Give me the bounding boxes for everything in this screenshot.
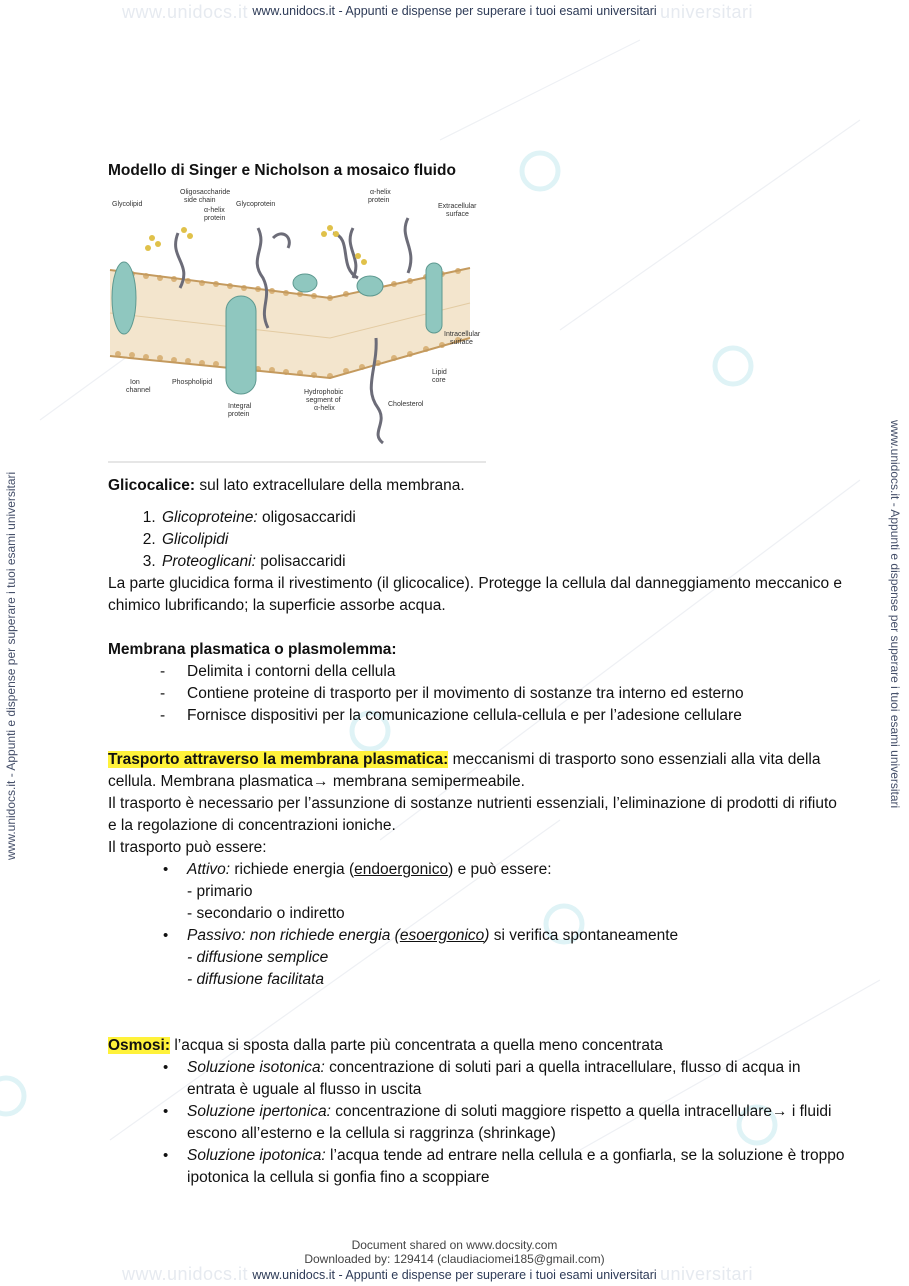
osmosi-label: Osmosi: [108,1037,171,1054]
document-body [108,160,848,1189]
glicocalice-paragraph: La parte glucidica forma il rivestimento (il glicocalice). Protegge la cellula dal danneggiamento meccanico e chimico lubrificando; la superficie assorbe acqua. [108,575,843,614]
label-cholesterol: Cholesterol [388,401,424,408]
glicocalice-label: Glicocalice: [108,477,196,494]
watermark-side-right: www.unidocs.it - Appunti e dispense per superare i tuoi esami universitari [888,420,902,809]
label-segment-of: segment of [306,397,341,404]
arrow-right-icon: → [313,773,329,790]
label-side-chain: side chain [184,197,216,204]
ipotonica-term: Soluzione ipotonica: [187,1147,326,1164]
trasporto-necessity: Il trasporto è necessario per l’assunzione di sostanze nutrienti essenziali, l’eliminazione di prodotti di rifiuto e la regolazione di concentrazioni ioniche. [108,795,837,834]
label-integral: Integral [228,403,252,410]
ipertonica-term: Soluzione ipertonica: [187,1103,331,1120]
membrana-label: Membrana plasmatica o plasmolemma: [108,641,397,658]
label-glycoprotein: Glycoprotein [236,201,276,208]
label-ahelix-3: α-helix [314,405,335,412]
watermark-side-left: www.unidocs.it - Appunti e dispense per superare i tuoi esami universitari [4,471,18,860]
list-item [160,507,848,529]
attivo-underlined: endoergonico [354,861,449,878]
attivo-text-b: ) e può essere: [448,861,552,878]
trasporto-text-b: membrana semipermeabile. [328,773,525,790]
list-item-passivo [163,925,848,991]
attivo-term: Attivo: [187,861,231,878]
label-intracellular-surface: surface [450,339,473,346]
list-item-term: Glicoproteine: [162,509,258,526]
list-item-text: polisaccaridi [255,553,346,570]
ipotonica-text: l’acqua tende ad entrare nella cellula e a gonfiarla, se la soluzione è troppo ipotonica la cellula si gonfia fino a scoppiare [187,1147,845,1186]
list-item-ipotonica [163,1145,848,1189]
list-item-isotonica [163,1057,848,1101]
list-item-term: Glicolipidi [162,531,229,548]
trasporto-text: meccanismi di trasporto sono essenziali alla vita della cellula. Membrana plasmatica [108,751,821,790]
list-item: - Contiene proteine di trasporto per il movimento di sostanze tra interno ed esterno [160,683,848,705]
label-protein-2: protein [368,197,390,204]
section-title-model: Modello di Singer e Nicholson a mosaico fluido [108,162,456,179]
trasporto-types-list [108,859,848,991]
footer-shared-stamp: Document shared on www.docsity.com [351,1238,558,1252]
label-glycolipid: Glycolipid [112,201,143,208]
label-integral-protein: protein [228,411,250,418]
isotonica-text: concentrazione di soluti pari a quella intracellulare, flusso di acqua in entrata è uguale al flusso in uscita [187,1059,801,1098]
trasporto-types-intro: Il trasporto può essere: [108,839,267,856]
passivo-underlined: esoergonico [399,927,485,944]
list-item: - Fornisce dispositivi per la comunicazione cellula-cellula e per l’adesione cellulare [160,705,848,727]
watermark-ghost-top-right: universitari [660,2,754,22]
isotonica-term: Soluzione isotonica: [187,1059,325,1076]
osmosi-intro [108,1035,848,1057]
passivo-text: si verifica spontaneamente [489,927,679,944]
list-item-ipertonica [163,1101,848,1145]
list-item [160,551,848,573]
watermark-ghost-top: www.unidocs.it [122,2,249,22]
label-ahelix-1: α-helix [204,207,225,214]
label-ahelix-2: α-helix [370,189,391,196]
ipertonica-text-b: i fluidi escono all’esterno e la cellula si raggrinza (shrinkage) [187,1103,832,1142]
watermark-bottom-banner: www.unidocs.it - Appunti e dispense per superare i tuoi esami universitari [252,1268,657,1282]
list-item: - Delimita i contorni della cellula [160,661,848,683]
passivo-paren: ) [484,927,490,944]
passivo-sub-semplice: - diffusione semplice [187,949,329,966]
trasporto-label: Trasporto attraverso la membrana plasmatica: [108,751,449,768]
passivo-term: Passivo: non richiede energia ( [187,927,400,944]
membrane-diagram [108,188,488,463]
list-item-text: oligosaccaridi [257,509,356,526]
label-intracellular: Intracellular [444,331,481,338]
glicocalice-intro [108,475,848,497]
label-phospholipid: Phospholipid [172,379,213,386]
label-extracellular-surface: surface [446,211,469,218]
attivo-text: richiede energia ( [230,861,355,878]
fluid-mosaic-illustration [108,188,488,463]
attivo-sub-secondario: - secondario o indiretto [187,905,345,922]
footer-downloaded-stamp: Downloaded by: 129414 (claudiaciomei185@gmail.com) [304,1252,605,1266]
osmosi-list [108,1057,848,1189]
watermark-ghost-bottom: www.unidocs.it [122,1264,249,1284]
trasporto-intro [108,749,848,793]
label-core: core [432,377,446,384]
label-ion: Ion [130,379,140,386]
list-item [160,529,848,551]
passivo-sub-facilitata: - diffusione facilitata [187,971,324,988]
label-extracellular: Extracellular [438,203,477,210]
label-protein-1: protein [204,215,226,222]
membrana-list [108,661,848,727]
attivo-sub-primario: - primario [187,883,253,900]
list-item-term: Proteoglicani: [162,553,256,570]
label-lipid: Lipid [432,369,447,376]
ipertonica-text: concentrazione di soluti maggiore rispetto a quella intracellulare [330,1103,773,1120]
label-oligosaccharide: Oligosaccharide [180,189,231,196]
label-hydrophobic: Hydrophobic [304,389,344,396]
list-item-attivo [163,859,848,925]
glicocalice-text: sul lato extracellulare della membrana. [195,477,465,494]
glicocalice-list [108,507,848,573]
label-channel: channel [126,387,151,394]
watermark-top-banner: www.unidocs.it - Appunti e dispense per superare i tuoi esami universitari [252,4,657,18]
watermark-ghost-bottom-right: universitari [660,1264,754,1284]
arrow-right-icon: → [772,1103,788,1120]
osmosi-text: l’acqua si sposta dalla parte più concentrata a quella meno concentrata [170,1037,663,1054]
